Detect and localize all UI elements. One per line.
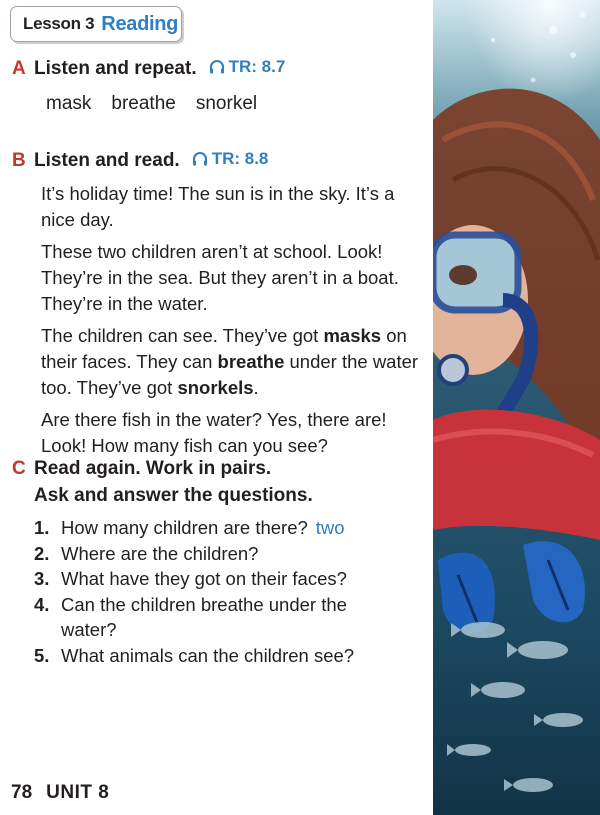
section-b-letter: B	[12, 150, 26, 171]
section-a-heading	[12, 57, 285, 80]
text-run: on their faces. They can	[41, 325, 407, 372]
question-item	[34, 643, 394, 669]
vocab-word: breathe	[111, 93, 176, 114]
question-item	[34, 592, 394, 643]
snorkeler-illustration	[433, 0, 600, 815]
reading-paragraph: These two children aren’t at school. Look! They’re in the sea. But they aren’t in a boat. They’re in the water.	[41, 241, 399, 314]
question-item	[34, 541, 394, 567]
question-number: 2.	[34, 542, 50, 564]
section-b-audio-track[interactable]	[192, 149, 269, 169]
section-b-heading	[12, 149, 268, 172]
headphone-icon	[192, 152, 208, 166]
section-c-heading	[12, 458, 271, 480]
question-text: Can the children breathe under the water?	[61, 593, 347, 640]
question-number: 4.	[34, 593, 50, 615]
key-word: breathe	[217, 351, 285, 372]
question-number: 5.	[34, 644, 50, 666]
section-c-title-line1: Read again. Work in pairs.	[34, 458, 272, 479]
example-answer: two	[315, 517, 345, 538]
question-text: What have they got on their faces?	[61, 568, 347, 589]
question-item	[34, 515, 394, 541]
key-word: masks	[323, 325, 382, 346]
section-a-audio-track[interactable]	[209, 57, 286, 77]
question-item	[34, 566, 394, 592]
vocab-word: mask	[46, 93, 92, 114]
headphone-icon	[209, 60, 225, 74]
question-text: What animals can the children see?	[61, 644, 355, 666]
page-footer	[11, 782, 109, 804]
unit-label: UNIT 8	[46, 782, 110, 803]
question-text: Where are the children?	[61, 542, 259, 564]
question-label: How many children are there?	[61, 517, 308, 538]
key-word: snorkels	[177, 377, 254, 398]
page-number: 78	[11, 782, 33, 803]
text-run: under the water too. They’ve got	[41, 351, 419, 398]
text-run: .	[253, 377, 259, 398]
question-number: 3.	[34, 568, 50, 589]
section-b-title: Listen and read.	[34, 150, 180, 171]
lesson-title: Reading	[101, 12, 179, 35]
section-a-track-label: TR: 8.7	[228, 57, 286, 76]
section-b-track-label: TR: 8.8	[211, 149, 269, 168]
vocab-word: snorkel	[195, 93, 258, 114]
question-text	[61, 515, 345, 541]
vocab-list	[46, 93, 257, 115]
question-list	[34, 515, 394, 668]
question-number: 1.	[34, 517, 50, 538]
lesson-number: Lesson 3	[23, 14, 95, 33]
reading-paragraph: It’s holiday time! The sun is in the sky. It’s a nice day.	[41, 183, 395, 230]
lesson-tab	[10, 6, 182, 42]
section-c-title-line2: Ask and answer the questions.	[34, 485, 313, 506]
text-run: The children can see. They’ve got	[41, 325, 324, 346]
reading-paragraph: Are there fish in the water? Yes, there are! Look! How many fish can you see?	[41, 409, 387, 456]
section-c-letter: C	[12, 458, 26, 479]
section-a-letter: A	[12, 58, 26, 79]
section-a-title: Listen and repeat.	[34, 58, 197, 79]
reading-paragraph	[41, 323, 421, 401]
reading-text	[41, 181, 421, 465]
underwater-photo	[433, 0, 600, 815]
